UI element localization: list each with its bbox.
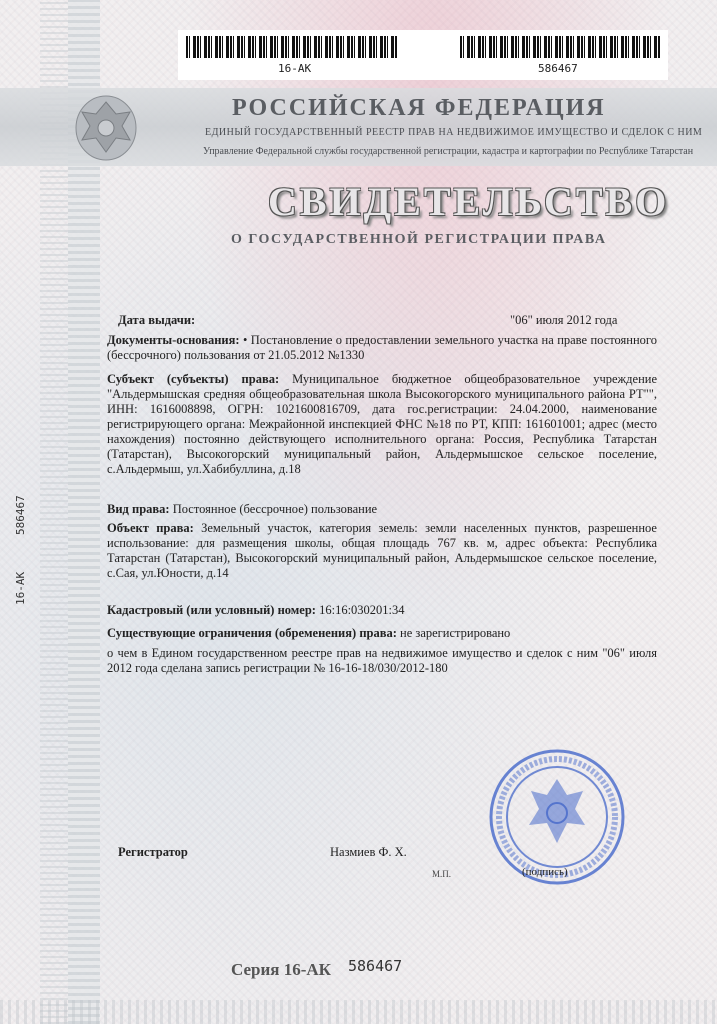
object-of-right [107,521,657,581]
restrictions-text: не зарегистрировано [396,626,511,640]
barcode-right [460,36,660,58]
object-label: Объект права: [107,521,194,535]
side-number: 586467 [14,495,27,535]
cadastral-label: Кадастровый (или условный) номер: [107,603,316,617]
side-series: 16-AK [14,571,27,605]
signature-label: (подпись) [522,866,568,878]
restrictions [107,626,657,641]
subject-label: Субъект (субъекты) права: [107,372,280,386]
cadastral-number [107,603,657,618]
documents-label: Документы-основания: [107,333,240,347]
stamp-place-label: М.П. [432,869,452,879]
cadastral-text: 16:16:030201:34 [315,603,405,617]
registration-record [107,646,657,676]
subject-of-right [107,372,657,477]
barcode-right-code: 586467 [538,62,578,75]
right-type-label: Вид права: [107,502,170,516]
barcode-panel [178,30,668,80]
restrictions-label: Существующие ограничения (обременения) права: [107,626,397,640]
object-text: Земельный участок, категория земель: земли населенных пунктов, разрешенное использование: для размещения школы, общая площадь 767 кв. м, адрес объекта: Республика Татарстан (Татарстан), Высокогорский муниципальный район, Альдермышское сельское поселение, с.Сая, ул.Юности, д.14 [107,521,657,580]
subject-text: Муниципальное бюджетное общеобразовательное учреждение "Альдермышская средняя общеобразовательная школа Высокогорского муниципального района РТ"", ИНН: 1616008898, ОГРН: 1021600816709, дата гос.регистрации: 24.04.2000, наименование регистрирующего органа: Межрайонной инспекцией ФНС №18 по РТ, КПП: 161601001; адрес (место нахождения) постоянно действующего исполнительного органа: Россия, Республика Татарстан (Татарстан), Высокогорский муниципальный район, Альдермышское сельское поселение, с.Альдермыш, ул.Хабибуллина, д.18 [107,372,657,476]
document-subtitle: О ГОСУДАРСТВЕННОЙ РЕГИСТРАЦИИ ПРАВА [231,232,607,247]
registry-heading: ЕДИНЫЙ ГОСУДАРСТВЕННЫЙ РЕЕСТР ПРАВ НА НЕДВИЖИМОЕ ИМУЩЕСТВО И СДЕЛОК С НИМ [205,127,703,138]
documents-text: • Постановление о предоставлении земельного участка на праве постоянного (бессрочного) пользования от 21.05.2012 №1330 [107,333,657,362]
side-serial [10,495,50,615]
record-text: о чем в Едином государственном реестре прав на недвижимое имущество и сделок с ним "06" июля 2012 года сделана запись регистрации № 16-16-18/030/2012-180 [107,646,657,675]
barcode-left-code: 16-AK [278,62,312,75]
right-type [107,502,657,517]
documents-basis [107,333,657,363]
right-type-text: Постоянное (бессрочное) пользование [169,502,378,516]
series-label: Серия 16-АК [231,960,331,979]
country-heading: РОССИЙСКАЯ ФЕДЕРАЦИЯ [232,95,606,121]
issue-date-label: Дата выдачи: [118,313,196,327]
series-number: 586467 [348,957,403,975]
issue-date-value: "06" июля 2012 года [510,313,618,327]
department-heading: Управление Федеральной службы государственной регистрации, кадастра и картографии по Республике Татарстан [203,146,694,157]
coat-of-arms-icon [72,92,140,164]
registrar-label: Регистратор [118,845,188,859]
bottom-ornament-strip [0,1000,717,1024]
document-title: СВИДЕТЕЛЬСТВО [268,179,670,224]
barcode-left [186,36,398,58]
registrar-name: Назмиев Ф. Х. [330,845,407,859]
